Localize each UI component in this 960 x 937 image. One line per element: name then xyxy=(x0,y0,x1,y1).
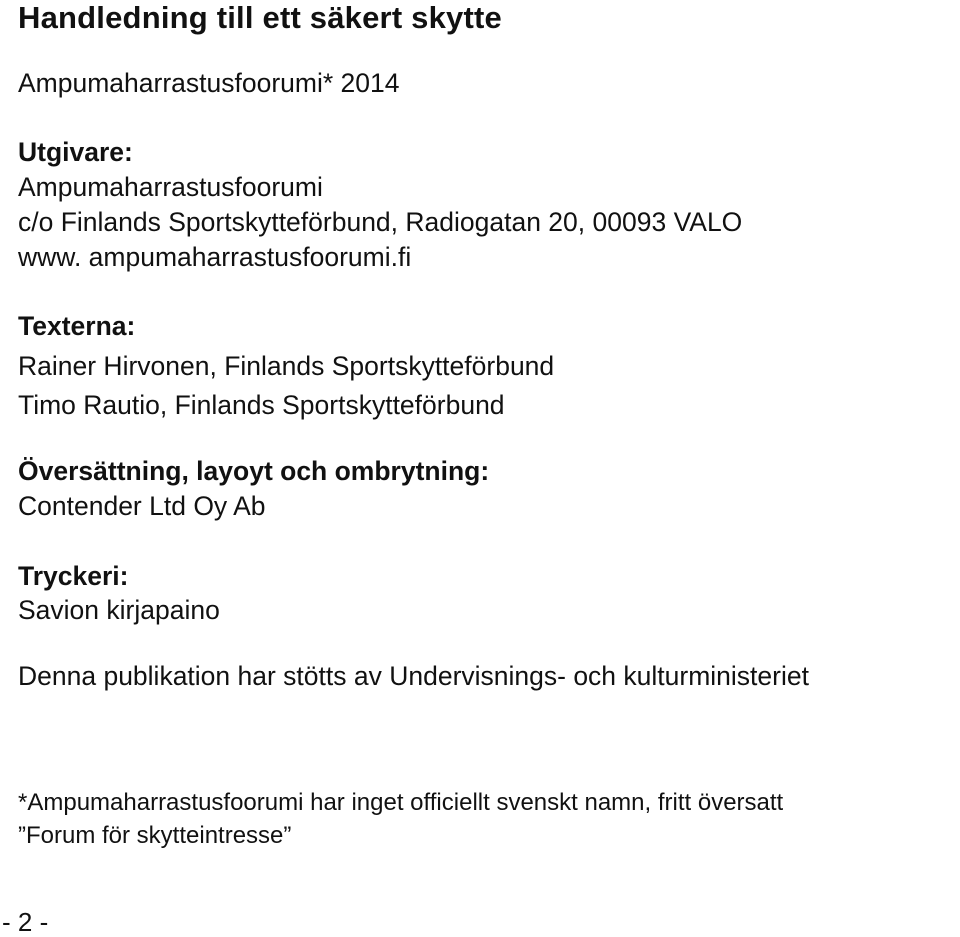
publisher-address: c/o Finlands Sportskytteförbund, Radiogatan 20, 00093 VALO xyxy=(18,207,743,237)
translation-value: Contender Ltd Oy Ab xyxy=(18,491,266,521)
publisher-web: www. ampumaharrastusfoorumi.fi xyxy=(18,242,412,272)
translation-label: Översättning, layoyt och ombrytning: xyxy=(18,456,490,486)
footnote-line-1: *Ampumaharrastusfoorumi har inget officiellt svenskt namn, fritt översatt xyxy=(18,789,784,816)
subtitle: Ampumaharrastusfoorumi* 2014 xyxy=(18,68,400,98)
texts-label: Texterna: xyxy=(18,311,136,341)
support-statement: Denna publikation har stötts av Undervisnings- och kulturministeriet xyxy=(18,661,809,691)
printer-value: Savion kirjapaino xyxy=(18,595,220,625)
footnote-line-2: ”Forum för skytteintresse” xyxy=(18,822,292,849)
publisher-name: Ampumaharrastusfoorumi xyxy=(18,172,323,202)
author-line: Timo Rautio, Finlands Sportskytteförbund xyxy=(18,390,505,420)
page-number: - 2 - xyxy=(2,907,49,937)
publisher-label: Utgivare: xyxy=(18,137,133,167)
document-title: Handledning till ett säkert skytte xyxy=(18,0,502,35)
author-line: Rainer Hirvonen, Finlands Sportskytteförbund xyxy=(18,351,555,381)
printer-label: Tryckeri: xyxy=(18,561,129,591)
